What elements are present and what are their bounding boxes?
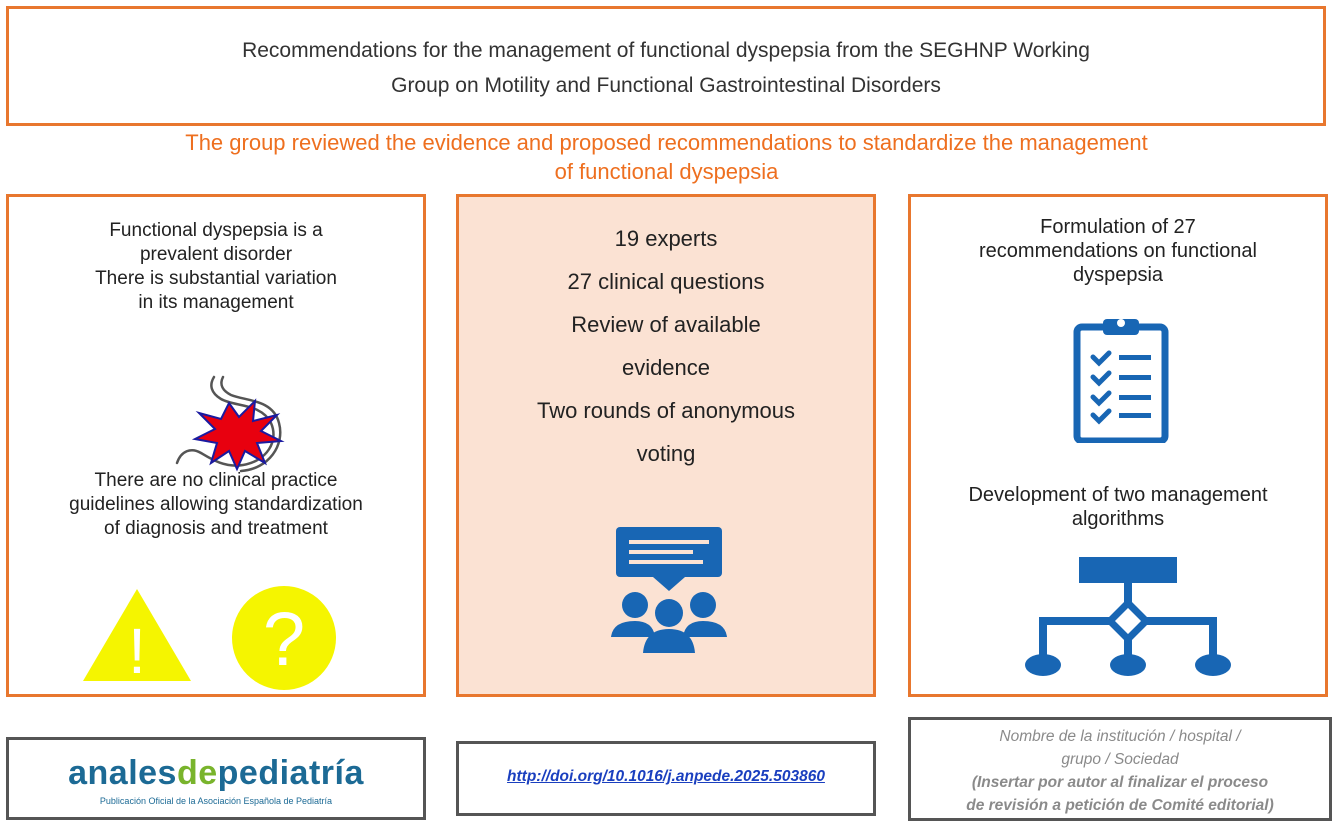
left-panel [6,194,426,697]
left-bottom-line: guidelines allowing standardization [69,494,363,515]
left-top-text [9,219,423,315]
group-discussion-icon [609,525,729,655]
right-top-line: Formulation of 27 [1040,216,1196,238]
doi-box [456,741,876,816]
middle-line: 19 experts [614,226,718,251]
middle-line: Two rounds of anonymous [536,398,796,423]
logo-part-3: pediatría [217,754,364,792]
middle-panel [456,194,876,697]
left-bottom-line: of diagnosis and treatment [104,518,328,539]
clipboard-checklist-icon [1073,315,1169,443]
stomach-pain-icon [169,373,294,473]
warning-glyph: ! [128,615,146,683]
middle-line: 27 clinical questions [567,269,765,294]
right-bottom-line: Development of two management [968,484,1268,506]
title-line-1: Recommendations for the management of functional dyspepsia from the SEGHNP Working [242,39,1090,62]
right-top-text [911,215,1325,287]
logo-tagline: Publicación Oficial de la Asociación Española de Pediatría [99,796,333,806]
right-bottom-line: algorithms [1071,508,1165,530]
right-top-line: recommendations on functional [979,240,1257,262]
flowchart-icon [1023,555,1233,679]
middle-text [459,217,873,475]
journal-logo-box [6,737,426,820]
left-top-line: in its management [138,292,294,313]
subtitle-line-1: The group reviewed the evidence and proposed recommendations to standardize the management [185,130,1148,155]
right-top-line: dyspepsia [1072,264,1164,286]
question-icon [231,585,337,691]
logo-part-2: de [176,754,218,792]
doi-link[interactable]: http://doi.org/10.1016/j.anpede.2025.503860 [507,768,825,785]
middle-line: voting [636,441,696,466]
subtitle [0,128,1333,186]
right-bottom-text [911,483,1325,531]
institution-line-4: de revisión a petición de Comité editorial) [966,797,1274,814]
left-bottom-text [9,469,423,541]
institution-line-1: Nombre de la institución / hospital / [999,728,1241,745]
infographic-title [9,33,1323,103]
journal-logo [9,754,423,792]
middle-line: Review of available [571,312,761,337]
right-panel [908,194,1328,697]
institution-line-3: (Insertar por autor al finalizar el proceso [971,774,1269,791]
title-box [6,6,1326,126]
left-top-line: There is substantial variation [95,268,337,289]
institution-box [908,717,1332,821]
subtitle-line-2: of functional dyspepsia [554,159,779,184]
title-line-2: Group on Motility and Functional Gastrointestinal Disorders [391,74,941,97]
warning-icon [81,585,193,683]
middle-line: evidence [621,355,711,380]
left-bottom-line: There are no clinical practice [94,470,338,491]
question-glyph: ? [262,597,306,682]
left-top-line: Functional dyspepsia is a [109,220,323,241]
institution-line-2: grupo / Sociedad [1061,751,1179,768]
logo-part-1: anales [68,754,177,792]
left-top-line: prevalent disorder [139,244,293,265]
